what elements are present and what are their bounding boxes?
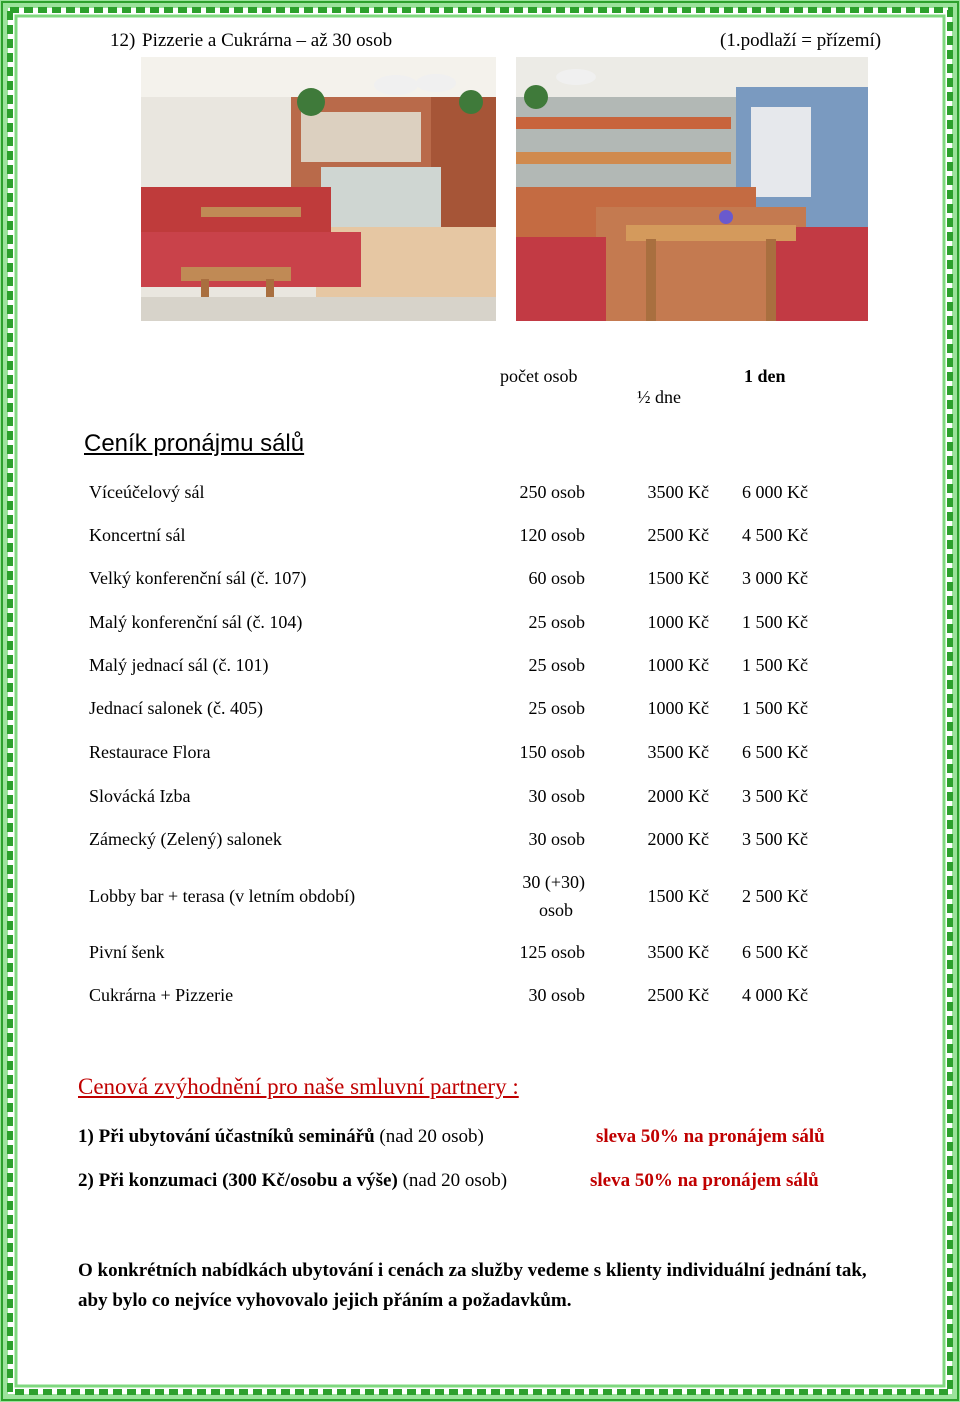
heading-number: 12) [110, 30, 136, 51]
room-name: Koncertní sál [89, 525, 186, 545]
price-full-day: 1 500 Kč [742, 698, 808, 718]
table-row [0, 568, 960, 598]
column-header-capacity: počet osob [500, 366, 578, 386]
offer-discount: sleva 50% na pronájem sálů [590, 1170, 819, 1191]
offer-condition-normal: (nad 20 osob) [374, 1126, 484, 1147]
price-full-day: 3 000 Kč [742, 568, 808, 588]
room-capacity: 25 osob [528, 655, 585, 675]
price-half-day: 2500 Kč [647, 525, 709, 545]
room-name: Malý jednací sál (č. 101) [89, 655, 269, 675]
heading-floor-note: (1.podlaží = přízemí) [720, 30, 882, 51]
table-row [0, 942, 960, 972]
room-name: Restaurace Flora [89, 742, 211, 762]
offer-condition-bold: 2) Při konzumaci (300 Kč/osobu a výše) [78, 1170, 398, 1191]
price-half-day: 3500 Kč [647, 482, 709, 502]
table-row [0, 698, 960, 728]
price-full-day: 1 500 Kč [742, 655, 808, 675]
room-name: Slovácká Izba [89, 786, 191, 806]
room-name: Velký konferenční sál (č. 107) [89, 568, 307, 588]
table-row [0, 985, 960, 1015]
offer-condition [78, 1126, 484, 1148]
price-full-day: 4 500 Kč [742, 525, 808, 545]
room-name: Lobby bar + terasa (v letním období) [89, 886, 356, 906]
price-full-day: 3 500 Kč [742, 829, 808, 849]
room-capacity: 125 osob [519, 942, 585, 962]
price-half-day: 1000 Kč [647, 655, 709, 675]
photo-cafe-interior-right [516, 57, 868, 321]
table-row [0, 829, 960, 859]
price-full-day: 3 500 Kč [742, 786, 808, 806]
room-capacity: 25 osob [528, 612, 585, 632]
room-name: Jednací salonek (č. 405) [89, 698, 263, 718]
room-name: Víceúčelový sál [89, 482, 205, 502]
room-name: Cukrárna + Pizzerie [89, 985, 234, 1005]
offers-title: Cenová zvýhodnění pro naše smluvní partnery : [78, 1074, 519, 1099]
room-name: Malý konferenční sál (č. 104) [89, 612, 303, 632]
price-half-day: 2000 Kč [647, 829, 709, 849]
room-name: Zámecký (Zelený) salonek [89, 829, 282, 849]
room-capacity: 150 osob [519, 742, 585, 762]
price-half-day: 2000 Kč [647, 786, 709, 806]
price-half-day: 2500 Kč [647, 985, 709, 1005]
room-capacity: 25 osob [528, 698, 585, 718]
room-capacity: 60 osob [528, 568, 585, 588]
price-full-day: 6 000 Kč [742, 482, 808, 502]
room-capacity-line1: 30 (+30) [522, 872, 585, 892]
price-full-day: 6 500 Kč [742, 942, 808, 962]
price-full-day: 2 500 Kč [742, 886, 808, 906]
table-row [0, 612, 960, 642]
table-row [0, 786, 960, 816]
room-capacity: 30 osob [528, 985, 585, 1005]
offer-discount: sleva 50% na pronájem sálů [596, 1126, 825, 1147]
room-capacity: 30 osob [528, 786, 585, 806]
room-capacity: 30 osob [528, 829, 585, 849]
price-full-day: 6 500 Kč [742, 742, 808, 762]
closing-note: O konkrétních nabídkách ubytování i cenách za služby vedeme s klienty individuální jednání tak, aby bylo co nejvíce vyhovovalo jejich přáním a požadavkům. [78, 1260, 867, 1311]
table-row [0, 655, 960, 685]
table-row [0, 482, 960, 512]
price-full-day: 1 500 Kč [742, 612, 808, 632]
photo-cafe-interior-left [141, 57, 496, 321]
offer-condition [78, 1170, 507, 1192]
price-half-day: 1500 Kč [647, 886, 709, 906]
table-row [0, 525, 960, 555]
room-capacity: 250 osob [519, 482, 585, 502]
offer-condition-bold: 1) Při ubytování účastníků seminářů [78, 1126, 375, 1147]
room-name: Pivní šenk [89, 942, 165, 962]
room-capacity: 120 osob [519, 525, 585, 545]
table-row [0, 742, 960, 772]
table-row [0, 872, 960, 920]
price-half-day: 1000 Kč [647, 612, 709, 632]
heading-title: Pizzerie a Cukrárna – až 30 osob [142, 30, 393, 51]
column-header-full-day: 1 den [744, 366, 786, 386]
column-header-half-day: ½ dne [637, 387, 681, 407]
price-half-day: 1000 Kč [647, 698, 709, 718]
offer-condition-normal: (nad 20 osob) [397, 1170, 508, 1191]
price-full-day: 4 000 Kč [742, 985, 808, 1005]
price-half-day: 3500 Kč [647, 742, 709, 762]
room-capacity-line2: osob [538, 900, 573, 920]
price-list-title: Ceník pronájmu sálů [84, 430, 305, 457]
price-half-day: 1500 Kč [647, 568, 709, 588]
price-half-day: 3500 Kč [647, 942, 709, 962]
